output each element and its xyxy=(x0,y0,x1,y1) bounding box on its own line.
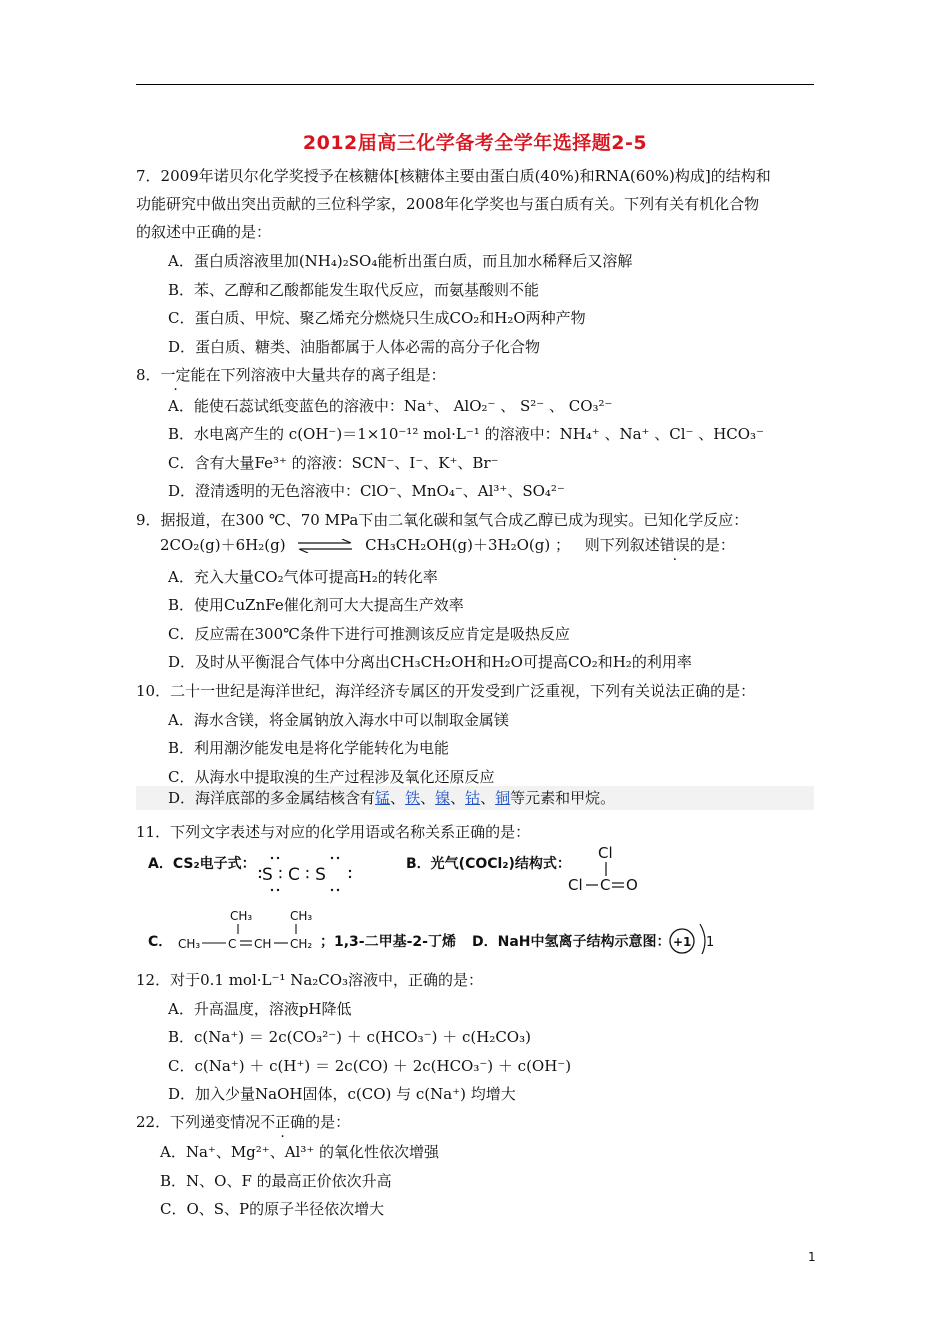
svg-text:CH₃: CH₃ xyxy=(178,937,201,951)
q7-line-3: 的叙述中正确的是： xyxy=(136,223,272,241)
q11-stem: 11．下列文字表述与对应的化学用语或名称关系正确的是： xyxy=(136,823,531,841)
q22-stem-post: 的是： xyxy=(305,1113,351,1131)
q8-option-a: A．能使石蕊试纸变蓝色的溶液中：Na⁺、 AlO₂⁻ 、 S²⁻ 、 CO₃²⁻ xyxy=(168,397,613,415)
svg-text:C: C xyxy=(228,937,237,951)
link-nickel[interactable]: 镍 xyxy=(435,789,451,807)
q9-eq-tail-1: 则下列叙述 xyxy=(584,536,660,554)
phosgene-structure xyxy=(568,844,638,894)
q10-stem: 10．二十一世纪是海洋世纪，海洋经济专属区的开发受到广泛重视，下列有关说法正确的是： xyxy=(136,682,756,700)
q9-option-d: D．及时从平衡混合气体中分离出CH₃CH₂OH和H₂O可提高CO₂和H₂的利用率 xyxy=(168,653,692,671)
q22-stem-pre: 22．下列递变情况 xyxy=(136,1113,261,1131)
q22-emphasis: 不正确 xyxy=(260,1113,306,1131)
q11-figure xyxy=(144,842,724,954)
page-number: 1 xyxy=(808,1250,816,1264)
q8-option-c: C．含有大量Fe³⁺ 的溶液：SCN⁻、I⁻、K⁺、Br⁻ xyxy=(168,454,499,472)
q7-option-c: C．蛋白质、甲烷、聚乙烯充分燃烧只生成CO₂和H₂O两种产物 xyxy=(168,309,586,327)
q12-option-d: D．加入少量NaOH固体，c(CO) 与 c(Na⁺) 均增大 xyxy=(168,1085,516,1103)
svg-text:Cl: Cl xyxy=(598,844,613,862)
svg-text:CH₃: CH₃ xyxy=(290,909,313,923)
link-copper[interactable]: 铜 xyxy=(495,789,511,807)
separator: 、 xyxy=(390,789,406,807)
q8-stem-text: 能在下列溶液中大量共存的离子组是： xyxy=(190,366,446,384)
q8-stem xyxy=(136,365,446,385)
equilibrium-arrow-icon xyxy=(296,539,354,553)
svg-text:CH: CH xyxy=(254,937,272,951)
hydride-ion-diagram xyxy=(670,924,714,954)
q10-option-d xyxy=(168,788,615,808)
svg-text:CH₂: CH₂ xyxy=(290,937,313,951)
q7-line-2: 功能研究中做出突出贡献的三位科学家，2008年化学奖也与蛋白质有关。下列有关有机化合物 xyxy=(136,195,760,213)
q22-option-a: A．Na⁺、Mg²⁺、Al³⁺ 的氧化性依次增强 xyxy=(160,1143,440,1161)
q8-option-d: D．澄清透明的无色溶液中：ClO⁻、MnO₄⁻、Al³⁺、SO₄²⁻ xyxy=(168,482,565,500)
q22-stem xyxy=(136,1112,350,1132)
q8-emphasis: 一定 xyxy=(160,366,191,384)
svg-text:CH₃: CH₃ xyxy=(230,909,253,923)
q9-equation xyxy=(160,535,735,555)
svg-text:O: O xyxy=(626,876,638,894)
alkene-structure xyxy=(178,909,312,951)
q7-option-d: D．蛋白质、糖类、油脂都属于人体必需的高分子化合物 xyxy=(168,338,541,356)
q9-eq-right: CH₃CH₂OH(g)＋3H₂O(g) ； xyxy=(365,536,570,554)
link-manganese[interactable]: 锰 xyxy=(375,789,391,807)
cs2-formula: S ∶ C ∶ S xyxy=(262,865,326,885)
q11-c-label: C． xyxy=(148,934,173,950)
page-title: 2012届高三化学备考全学年选择题2-5 xyxy=(302,132,648,154)
q9-line-1: 9．据报道，在300 ℃、70 MPa下由二氧化碳和氢气合成乙醇已成为现实。已知化学反应： xyxy=(136,511,749,529)
q10-option-c: C．从海水中提取溴的生产过程涉及氧化还原反应 xyxy=(168,768,495,786)
q10-d-prefix: D．海洋底部的多金属结核含有 xyxy=(168,789,376,807)
link-cobalt[interactable]: 钴 xyxy=(465,789,481,807)
q12-option-c: C．c(Na⁺) ＋ c(H⁺) ＝ 2c(CO) ＋ 2c(HCO₃⁻) ＋ c(OH⁻) xyxy=(168,1057,572,1075)
q10-d-suffix: 等元素和甲烷。 xyxy=(510,789,616,807)
q9-option-c: C．反应需在300℃条件下进行可推测该反应肯定是吸热反应 xyxy=(168,625,570,643)
q9-option-a: A．充入大量CO₂气体可提高H₂的转化率 xyxy=(168,568,438,586)
q7-line-1: 7．2009年诺贝尔化学奖授予在核糖体[核糖体主要由蛋白质(40%)和RNA(60%)构成]的结构和 xyxy=(136,167,771,185)
q12-option-a: A．升高温度，溶液pH降低 xyxy=(168,1000,352,1018)
q22-option-b: B．N、O、F 的最高正价依次升高 xyxy=(160,1172,392,1190)
q9-emphasis: 错误 xyxy=(659,536,690,554)
q12-option-b: B．c(Na⁺) ＝ 2c(CO₃²⁻) ＋ c(HCO₃⁻) ＋ c(H₂CO₃) xyxy=(168,1028,531,1046)
shell-electrons: 1 xyxy=(706,935,715,950)
svg-text:C: C xyxy=(600,876,611,894)
q7-option-b: B．苯、乙醇和乙酸都能发生取代反应，而氨基酸则不能 xyxy=(168,281,540,299)
separator: 、 xyxy=(450,789,466,807)
nucleus-charge: +1 xyxy=(673,935,692,949)
header-rule xyxy=(136,84,814,85)
q11-d-label: D．NaH中氢离子结构示意图： xyxy=(472,934,671,950)
q11-b-label: B．光气(COCl₂)结构式： xyxy=(406,856,571,872)
q8-option-b: B．水电离产生的 c(OH⁻)＝1×10⁻¹² mol·L⁻¹ 的溶液中：NH₄⁺ 、Na⁺ 、Cl⁻ 、HCO₃⁻ xyxy=(168,425,764,443)
link-iron[interactable]: 铁 xyxy=(405,789,421,807)
q8-number: 8． xyxy=(136,366,161,384)
q10-option-b: B．利用潮汐能发电是将化学能转化为电能 xyxy=(168,739,450,757)
q12-stem: 12．对于0.1 mol·L⁻¹ Na₂CO₃溶液中，正确的是： xyxy=(136,971,484,989)
q9-eq-left: 2CO₂(g)＋6H₂(g) xyxy=(160,536,286,554)
q11-c-name: ；1,3-二甲基-2-丁烯 xyxy=(320,934,456,950)
q22-option-c: C．O、S、P的原子半径依次增大 xyxy=(160,1200,385,1218)
q11-a-label: A．CS₂电子式： xyxy=(148,856,256,872)
q9-option-b: B．使用CuZnFe催化剂可大大提高生产效率 xyxy=(168,596,464,614)
q10-option-a: A．海水含镁，将金属钠放入海水中可以制取金属镁 xyxy=(168,711,509,729)
svg-text:Cl: Cl xyxy=(568,876,583,894)
q7-option-a: A．蛋白质溶液里加(NH₄)₂SO₄能析出蛋白质，而且加水稀释后又溶解 xyxy=(168,252,633,270)
q9-eq-tail-2: 的是： xyxy=(689,536,735,554)
separator: 、 xyxy=(480,789,496,807)
separator: 、 xyxy=(420,789,436,807)
